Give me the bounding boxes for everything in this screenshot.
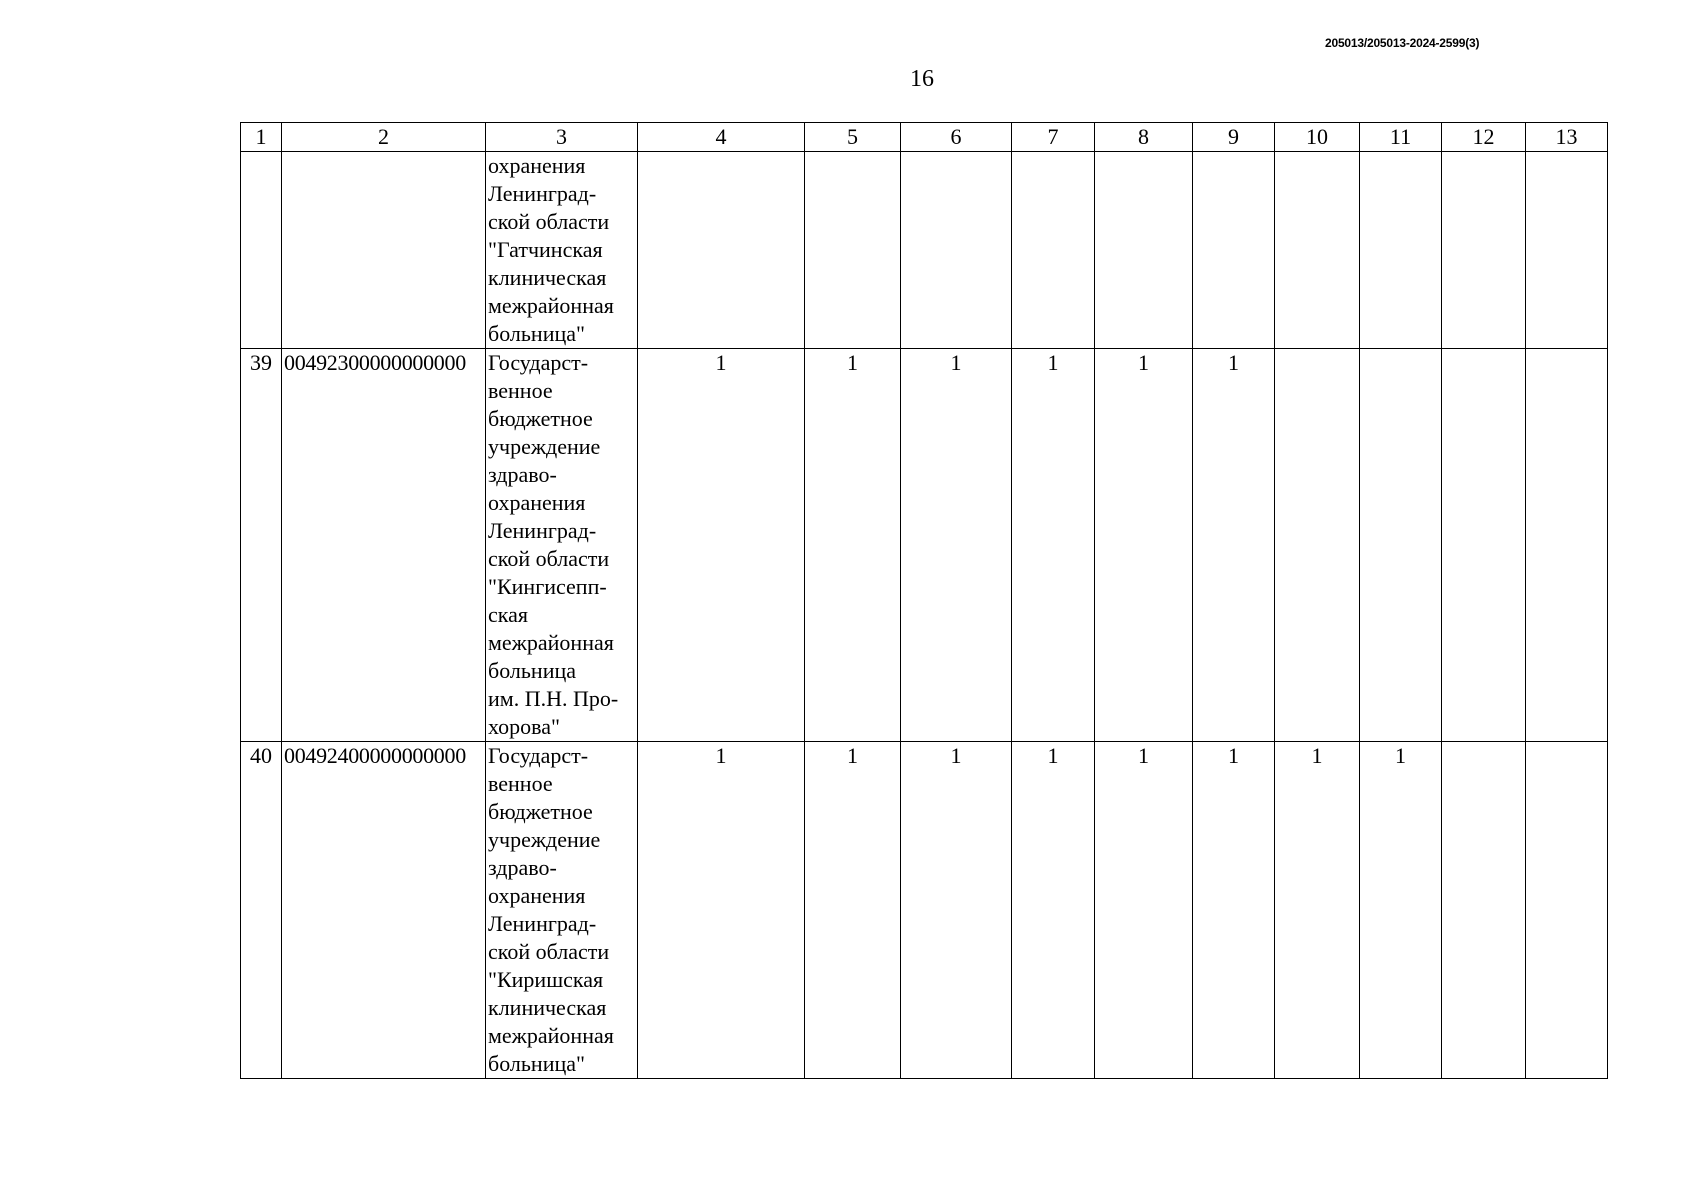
column-header: 7 (1012, 123, 1095, 152)
institution-name-cell (486, 742, 638, 1079)
column-header: 3 (486, 123, 638, 152)
name-line: "Кингисепп- (488, 574, 607, 599)
table-row (241, 152, 1608, 349)
value-cell: 1 (1193, 742, 1275, 1079)
name-line: ская (488, 602, 529, 627)
value-cell: 1 (1012, 349, 1095, 742)
value-cell: 1 (638, 349, 805, 742)
name-line: Ленинград- (488, 181, 597, 206)
page-number: 16 (910, 66, 934, 92)
value-cell (805, 152, 901, 349)
value-cell (1360, 349, 1442, 742)
column-header: 1 (241, 123, 282, 152)
value-cell (1275, 349, 1360, 742)
name-line: Ленинград- (488, 518, 597, 543)
name-line: венное (488, 378, 553, 403)
value-cell (1526, 742, 1608, 1079)
value-cell (1442, 742, 1526, 1079)
name-line: "Киришская (488, 967, 604, 992)
value-cell: 1 (901, 742, 1012, 1079)
value-cell: 1 (1012, 742, 1095, 1079)
table-row (241, 742, 1608, 1079)
value-cell: 1 (1275, 742, 1360, 1079)
value-cell: 1 (1360, 742, 1442, 1079)
name-line: клиническая (488, 265, 607, 290)
code-cell: 00492300000000000 (282, 349, 486, 742)
value-cell (1193, 152, 1275, 349)
name-line: здраво- (488, 855, 557, 880)
row-number-cell (241, 152, 282, 349)
value-cell: 1 (805, 349, 901, 742)
data-table (240, 122, 1608, 1079)
name-line: учреждение (488, 827, 601, 852)
name-line: больница" (488, 321, 585, 346)
name-line: межрайонная (488, 293, 614, 318)
column-header-row (241, 123, 1608, 152)
value-cell (901, 152, 1012, 349)
name-line: Государст- (488, 350, 589, 375)
name-line: здраво- (488, 462, 557, 487)
column-header: 5 (805, 123, 901, 152)
value-cell: 1 (1193, 349, 1275, 742)
row-number-cell: 39 (241, 349, 282, 742)
name-line: хорова" (488, 714, 561, 739)
column-header: 8 (1095, 123, 1193, 152)
name-line: учреждение (488, 434, 601, 459)
institution-name-cell (486, 152, 638, 349)
name-line: бюджетное (488, 406, 593, 431)
column-header: 9 (1193, 123, 1275, 152)
name-line: им. П.Н. Про- (488, 686, 619, 711)
column-header: 13 (1526, 123, 1608, 152)
value-cell (1360, 152, 1442, 349)
table-row (241, 349, 1608, 742)
name-line: ской области (488, 939, 610, 964)
name-line: охранения (488, 490, 586, 515)
column-header: 10 (1275, 123, 1360, 152)
column-header: 2 (282, 123, 486, 152)
value-cell (1526, 349, 1608, 742)
name-line: межрайонная (488, 630, 614, 655)
value-cell (638, 152, 805, 349)
value-cell: 1 (1095, 742, 1193, 1079)
name-line: ской области (488, 546, 610, 571)
value-cell (1275, 152, 1360, 349)
value-cell (1012, 152, 1095, 349)
column-header: 4 (638, 123, 805, 152)
code-cell (282, 152, 486, 349)
institution-name-cell (486, 349, 638, 742)
document-reference: 205013/205013-2024-2599(3) (1325, 36, 1480, 50)
column-header: 11 (1360, 123, 1442, 152)
value-cell (1442, 152, 1526, 349)
name-line: охранения (488, 883, 586, 908)
name-line: бюджетное (488, 799, 593, 824)
name-line: клиническая (488, 995, 607, 1020)
code-cell: 00492400000000000 (282, 742, 486, 1079)
name-line: венное (488, 771, 553, 796)
value-cell: 1 (901, 349, 1012, 742)
table-body (241, 123, 1608, 1079)
name-line: больница (488, 658, 576, 683)
name-line: межрайонная (488, 1023, 614, 1048)
row-number-cell: 40 (241, 742, 282, 1079)
value-cell: 1 (1095, 349, 1193, 742)
name-line: Ленинград- (488, 911, 597, 936)
name-line: охранения (488, 153, 586, 178)
name-line: "Гатчинская (488, 237, 603, 262)
value-cell (1095, 152, 1193, 349)
value-cell: 1 (638, 742, 805, 1079)
value-cell (1442, 349, 1526, 742)
name-line: ской области (488, 209, 610, 234)
name-line: больница" (488, 1051, 585, 1076)
value-cell (1526, 152, 1608, 349)
column-header: 12 (1442, 123, 1526, 152)
name-line: Государст- (488, 743, 589, 768)
column-header: 6 (901, 123, 1012, 152)
value-cell: 1 (805, 742, 901, 1079)
